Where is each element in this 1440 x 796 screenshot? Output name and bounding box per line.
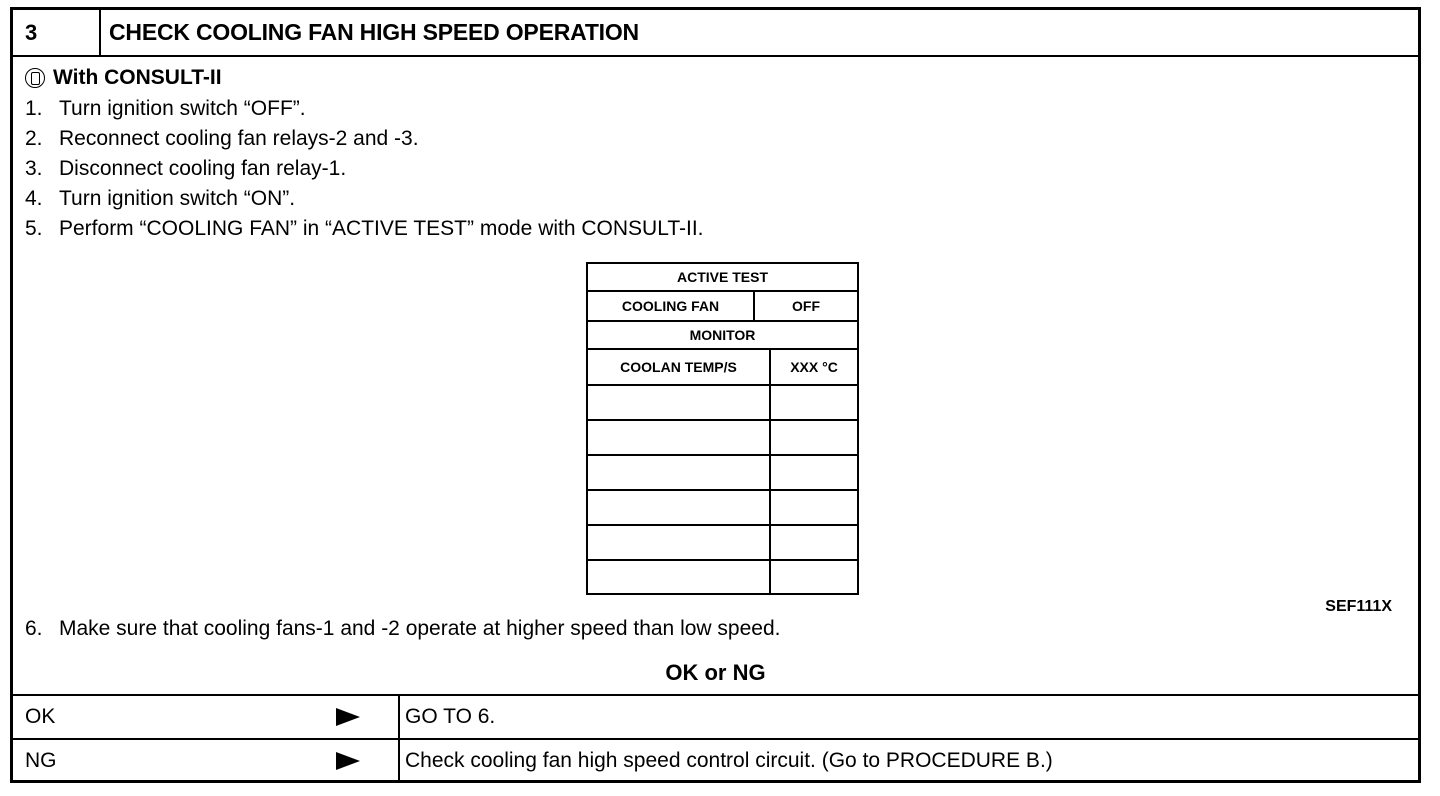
monitor-value: XXX °C [790,359,838,375]
arrow-right-icon [336,708,360,726]
result-prompt: OK or NG [665,660,766,685]
consult-label: With CONSULT-II [53,66,222,89]
list-item: 5. Perform “COOLING FAN” in “ACTIVE TEST” mode with CONSULT-II. [25,217,704,240]
active-test-title: ACTIVE TEST [676,269,768,285]
active-test-title-row [588,264,857,292]
active-test-item-row [588,292,857,322]
list-item: 4. Turn ignition switch “ON”. [25,187,296,210]
step-list [25,94,704,244]
arrow-right-icon [336,752,360,770]
active-test-item-label: COOLING FAN [588,292,755,320]
active-test-item-value: OFF [792,298,820,314]
table-row [588,386,857,421]
list-item: 3. Disconnect cooling fan relay-1. [25,157,347,180]
step-number: 3 [13,10,101,55]
step-title: CHECK COOLING FAN HIGH SPEED OPERATION [109,19,639,45]
procedure-frame [10,7,1421,783]
table-row [588,421,857,456]
table-row [588,526,857,561]
list-item: 2. Reconnect cooling fan relays-2 and -3. [25,127,419,150]
table-row [588,561,857,593]
result-label: NG [25,749,57,772]
consult-tool-icon [25,68,45,88]
result-row-ok [13,694,1418,738]
divider [398,696,400,738]
list-item: 1. Turn ignition switch “OFF”. [25,97,306,120]
table-row [588,491,857,526]
result-action: GO TO 6. [405,705,496,728]
result-action: Check cooling fan high speed control circuit. (Go to PROCEDURE B.) [405,749,1053,772]
step-header [13,10,1418,57]
active-test-screen [586,262,859,595]
figure-code: SEF111X [1325,598,1392,615]
monitor-title: MONITOR [689,327,756,343]
table-row [588,456,857,491]
monitor-label: COOLAN TEMP/S [588,350,771,384]
divider [398,740,400,782]
consult-heading [25,66,222,90]
result-row-ng [13,738,1418,782]
monitor-title-row [588,322,857,350]
monitor-row [588,350,857,386]
step-6: 6. Make sure that cooling fans-1 and -2 operate at higher speed than low speed. [25,617,781,640]
result-label: OK [25,705,56,728]
